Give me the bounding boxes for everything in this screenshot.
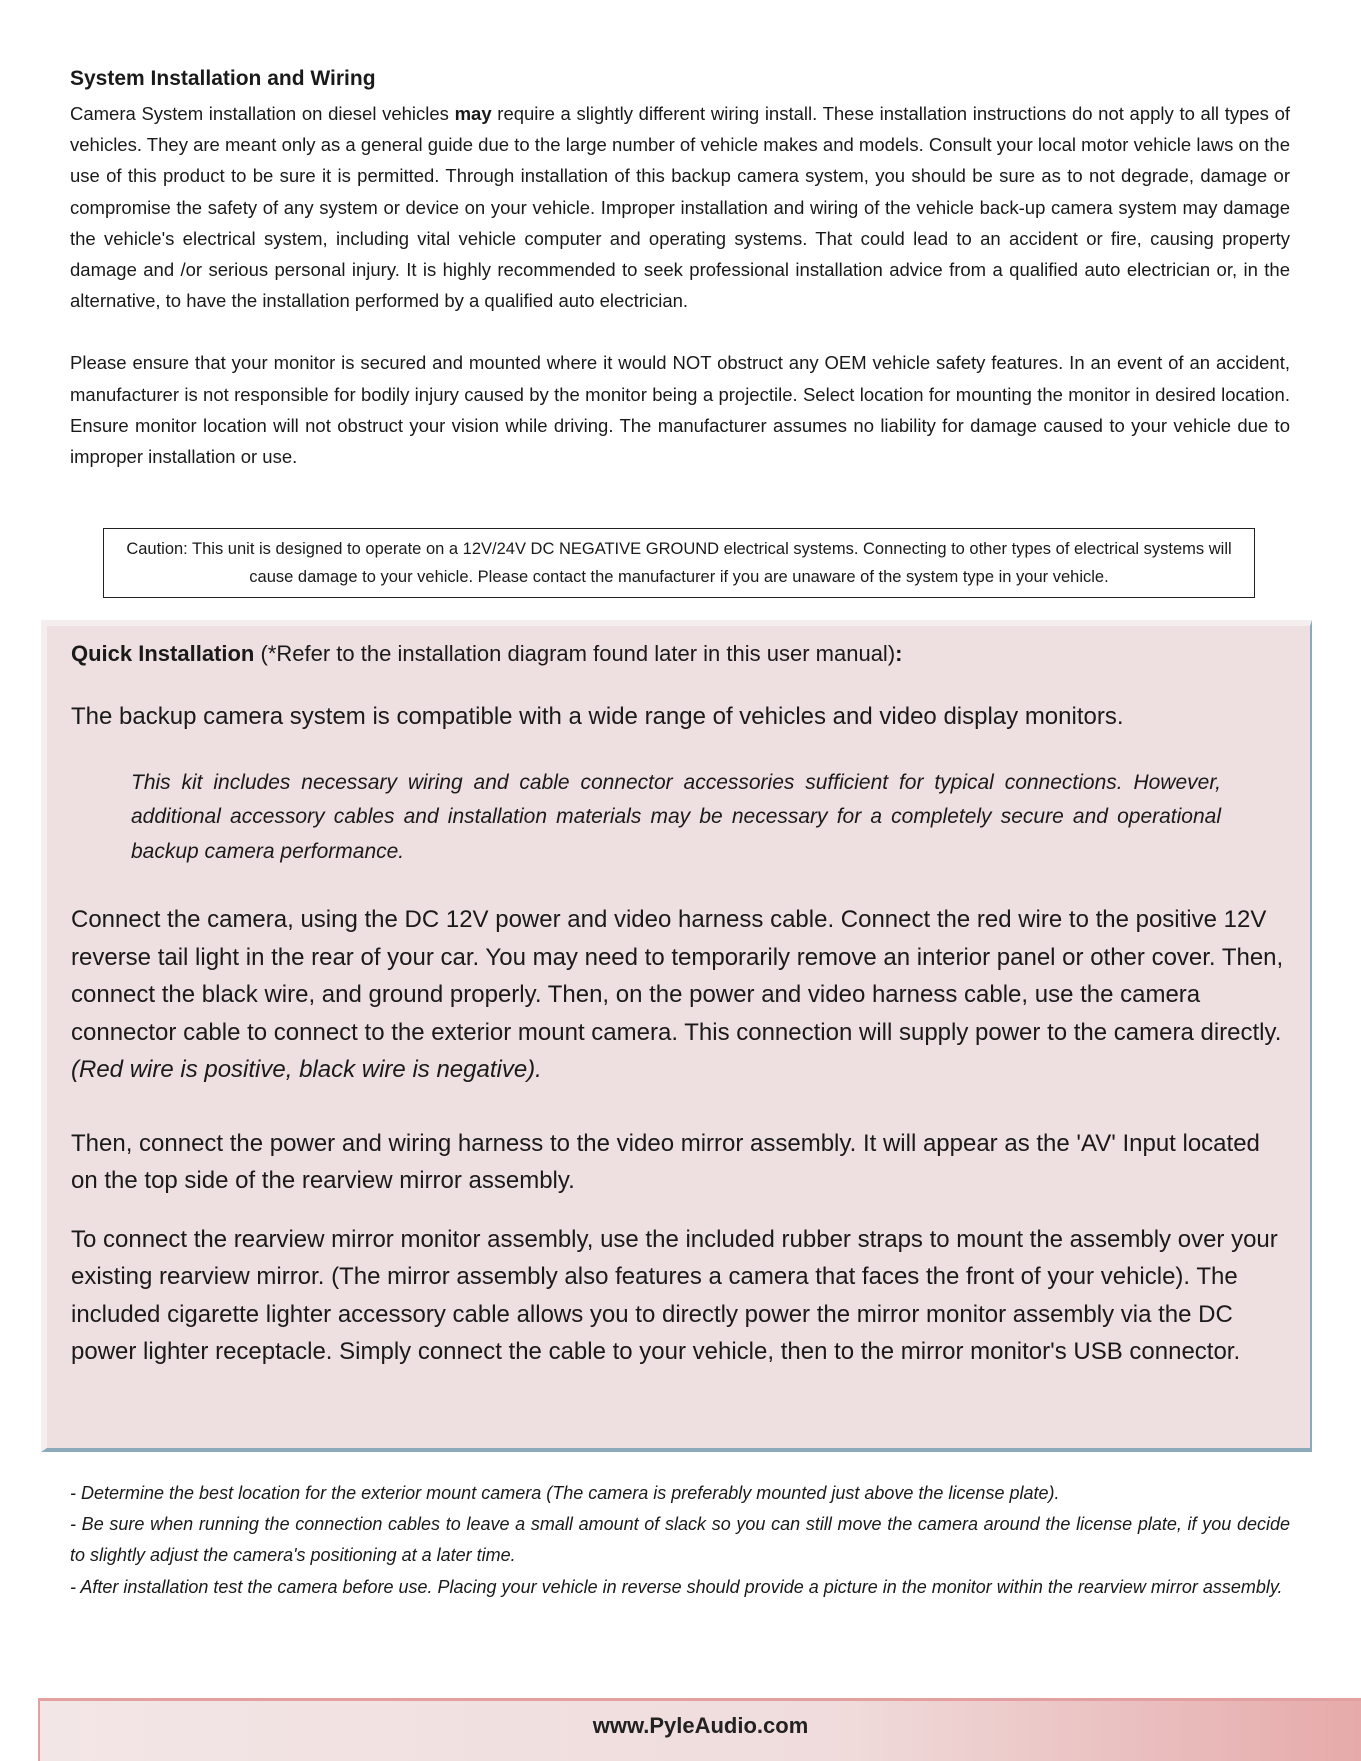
caution-text: Caution: This unit is designed to operate on a 12V/24V DC NEGATIVE GROUND electrical systems. Connecting to other types of electrical systems will cause damage to your vehicle. Please contact the manufacturer if you are unaware of the system type in your vehicle.	[126, 540, 1232, 586]
connect-mirror-paragraph: Then, connect the power and wiring harness to the video mirror assembly. It will appear as the 'AV' Input located on the top side of the rearview mirror assembly.	[71, 1129, 1260, 1194]
mount-mirror-paragraph: To connect the rearview mirror monitor assembly, use the included rubber straps to mount the assembly over your existing rearview mirror. (The mirror assembly also features a camera that faces the front of your vehicle). The included cigarette lighter accessory cable allows you to directly power the mirror monitor assembly via the DC power lighter receptacle. Simply connect the cable to your vehicle, then to the mirror monitor's USB connector.	[71, 1225, 1278, 1365]
quick-installation-content	[71, 636, 1291, 1371]
tip-camera-location: - Determine the best location for the exterior mount camera (The camera is preferably mounted just above the license plate).	[70, 1483, 1060, 1503]
connect-camera-paragraph	[71, 901, 1291, 1089]
quick-installation-panel	[41, 620, 1312, 1452]
compatibility-intro: The backup camera system is compatible with a wide range of vehicles and video display monitors.	[71, 703, 1124, 730]
quick-installation-title: Quick Installation	[71, 641, 255, 666]
tip-cable-slack: - Be sure when running the connection cables to leave a small amount of slack so you can still move the camera around the license plate, if you decide to slightly adjust the camera's positioning at a later time.	[70, 1514, 1290, 1566]
wire-polarity-note: (Red wire is positive, black wire is negative).	[71, 1056, 542, 1083]
section-title: System Installation and Wiring	[70, 67, 376, 90]
tip-test-camera: - After installation test the camera before use. Placing your vehicle in reverse should provide a picture in the monitor within the rearview mirror assembly.	[70, 1576, 1283, 1597]
connect-camera-text: Connect the camera, using the DC 12V power and video harness cable. Connect the red wire to the positive 12V reverse tail light in the rear of your car. You may need to temporarily remove an interior panel or other cover. Then, connect the black wire, and ground properly. Then, on the power and video harness cable, use the camera connector cable to connect to the exterior mount camera. This connection will supply power to the camera directly.	[71, 906, 1284, 1046]
quick-installation-heading	[71, 636, 1291, 672]
caution-box	[103, 528, 1255, 598]
kit-contents-note: This kit includes necessary wiring and cable connector accessories sufficient for typical connections. However, additional accessory cables and installation materials may be necessary for a completely secure and operational backup camera performance.	[131, 770, 1221, 863]
page-footer	[38, 1698, 1361, 1761]
paragraph-text-rest: require a slightly different wiring install. These installation instructions do not apply to all types of vehicles. They are meant only as a general guide due to the large number of vehicle makes and models. Consult your local motor vehicle laws on the use of this product to be sure it is permitted. Through installation of this backup camera system, you should be sure as to not degrade, damage or compromise the safety of any system or device on your vehicle. Improper installation and wiring of the vehicle back-up camera system may damage the vehicle's electrical system, including vital vehicle computer and operating systems. That could lead to an accident or fire, causing property damage and /or serious personal injury. It is highly recommended to seek professional installation advice from a qualified auto electrician or, in the alternative, to have the installation performed by a qualified auto electrician.	[70, 103, 1290, 312]
footer-website: www.PyleAudio.com	[592, 1713, 809, 1738]
installation-warning-paragraph	[70, 98, 1290, 316]
heading-colon: :	[895, 641, 903, 666]
installation-section	[70, 64, 1290, 472]
installation-tips	[70, 1478, 1290, 1603]
emphasis-may: may	[454, 103, 492, 124]
paragraph-text-start: Camera System installation on diesel vehicles	[70, 103, 455, 124]
quick-installation-reference: (*Refer to the installation diagram found later in this user manual)	[254, 641, 896, 666]
monitor-mounting-paragraph: Please ensure that your monitor is secured and mounted where it would NOT obstruct any OEM vehicle safety features. In an event of an accident, manufacturer is not responsible for bodily injury caused by the monitor being a projectile. Select location for mounting the monitor in desired location. Ensure monitor location will not obstruct your vision while driving. The manufacturer assumes no liability for damage caused to your vehicle due to improper installation or use.	[70, 352, 1290, 468]
